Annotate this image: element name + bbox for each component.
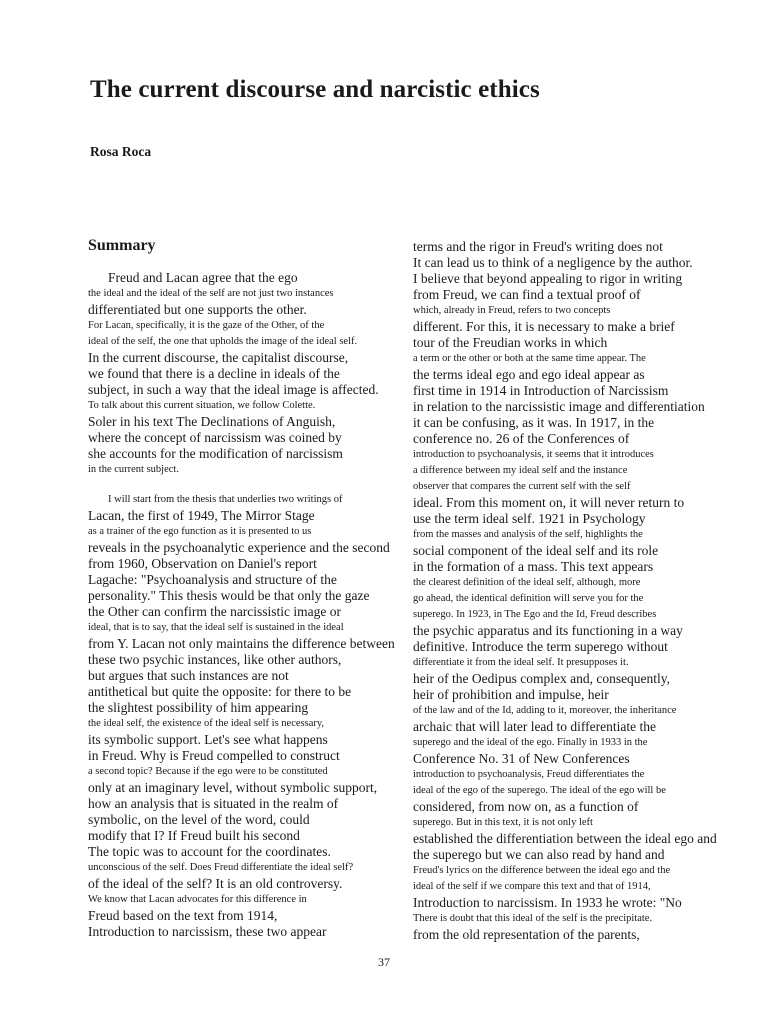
text-line: symbolic, on the level of the word, could	[88, 812, 310, 827]
text-line: a term or the other or both at the same time appear. The	[413, 353, 646, 364]
text-line: It can lead us to think of a negligence by the author.	[413, 255, 693, 270]
text-line: definitive. Introduce the term superego without	[413, 639, 668, 654]
text-line: in the current subject.	[88, 464, 179, 475]
text-line: we found that there is a decline in ideals of the	[88, 366, 340, 381]
text-line: different. For this, it is necessary to make a brief	[413, 319, 675, 334]
text-line: she accounts for the modification of narcissism	[88, 446, 343, 461]
text-line: ideal of the ego of the superego. The ideal of the ego will be	[413, 785, 666, 796]
text-line: Introduction to narcissism. In 1933 he wrote: "No	[413, 895, 682, 910]
text-line: from 1960, Observation on Daniel's report	[88, 556, 317, 571]
text-line: as a trainer of the ego function as it is presented to us	[88, 526, 312, 537]
text-line: terms and the rigor in Freud's writing does not	[413, 239, 663, 254]
text-line: ideal of the self, the one that upholds the image of the ideal self.	[88, 336, 358, 347]
right-text-column	[413, 239, 717, 943]
text-line: Lagache: "Psychoanalysis and structure of the	[88, 572, 337, 587]
text-line: subject, in such a way that the ideal image is affected.	[88, 382, 379, 397]
text-line: tour of the Freudian works in which	[413, 335, 608, 350]
text-line: There is doubt that this ideal of the self is the precipitate.	[413, 913, 653, 924]
article-title: The current discourse and narcistic ethics	[90, 76, 540, 103]
text-line: heir of the Oedipus complex and, consequently,	[413, 671, 671, 686]
text-line: social component of the ideal self and its role	[413, 543, 659, 558]
text-line: its symbolic support. Let's see what happens	[88, 732, 328, 747]
text-line: a second topic? Because if the ego were to be constituted	[88, 766, 328, 777]
text-line: observer that compares the current self with the self	[413, 481, 631, 492]
text-line: Freud and Lacan agree that the ego	[108, 270, 298, 285]
text-line: in Freud. Why is Freud compelled to construct	[88, 748, 340, 763]
text-line: introduction to psychoanalysis, Freud differentiates the	[413, 769, 645, 780]
text-line: To talk about this current situation, we follow Colette.	[88, 400, 316, 411]
text-line: first time in 1914 in Introduction of Narcissism	[413, 383, 669, 398]
text-line: the ideal self, the existence of the ideal self is necessary,	[88, 718, 325, 729]
text-line: Freud's lyrics on the difference between the ideal ego and the	[413, 865, 671, 876]
text-line: conference no. 26 of the Conferences of	[413, 431, 630, 446]
text-line: only at an imaginary level, without symbolic support,	[88, 780, 378, 795]
text-line: Freud based on the text from 1914,	[88, 908, 278, 923]
text-line: In the current discourse, the capitalist discourse,	[88, 350, 349, 365]
text-line: the Other can confirm the narcissistic image or	[88, 604, 342, 619]
text-line: in the formation of a mass. This text appears	[413, 559, 654, 574]
text-line: superego. But in this text, it is not only left	[413, 817, 593, 828]
author-name: Rosa Roca	[90, 144, 152, 159]
text-line: ideal. From this moment on, it will never return to	[413, 495, 685, 510]
text-line: the terms ideal ego and ego ideal appear as	[413, 367, 645, 382]
text-line: from the old representation of the parents,	[413, 927, 640, 942]
text-line: established the differentiation between the ideal ego and	[413, 831, 717, 846]
text-line: ideal of the self if we compare this text and that of 1914,	[413, 881, 651, 892]
text-line: in relation to the narcissistic image and differentiation	[413, 399, 705, 414]
text-line: I believe that beyond appealing to rigor in writing	[413, 271, 683, 286]
text-line: I will start from the thesis that underlies two writings of	[108, 494, 343, 505]
text-line: Soler in his text The Declinations of Anguish,	[88, 414, 336, 429]
text-line: of the ideal of the self? It is an old controversy.	[88, 876, 343, 891]
text-line: archaic that will later lead to differentiate the	[413, 719, 657, 734]
text-line: considered, from now on, as a function of	[413, 799, 639, 814]
text-line: modify that I? If Freud built his second	[88, 828, 300, 843]
left-text-column	[88, 270, 395, 940]
text-line: the ideal and the ideal of the self are not just two instances	[88, 288, 334, 299]
summary-heading: Summary	[88, 237, 156, 254]
text-line: of the law and of the Id, adding to it, moreover, the inheritance	[413, 705, 677, 716]
text-line: but argues that such instances are not	[88, 668, 289, 683]
text-line: unconscious of the self. Does Freud differentiate the ideal self?	[88, 862, 354, 873]
text-line: differentiate it from the ideal self. It presupposes it.	[413, 657, 629, 668]
text-line: antithetical but quite the opposite: for there to be	[88, 684, 352, 699]
text-line: personality." This thesis would be that only the gaze	[88, 588, 370, 603]
text-line: a difference between my ideal self and the instance	[413, 465, 628, 476]
text-line: Introduction to narcissism, these two appear	[88, 924, 327, 939]
text-line: heir of prohibition and impulse, heir	[413, 687, 609, 702]
text-line: superego and the ideal of the ego. Finally in 1933 in the	[413, 737, 648, 748]
text-line: the superego but we can also read by hand and	[413, 847, 665, 862]
text-line: from Freud, we can find a textual proof of	[413, 287, 641, 302]
text-line: Lacan, the first of 1949, The Mirror Stage	[88, 508, 315, 523]
text-line: ideal, that is to say, that the ideal self is sustained in the ideal	[88, 622, 344, 633]
text-line: the clearest definition of the ideal self, although, more	[413, 577, 641, 588]
text-line: For Lacan, specifically, it is the gaze of the Other, of the	[88, 320, 325, 331]
text-line: these two psychic instances, like other authors,	[88, 652, 342, 667]
text-line: the slightest possibility of him appearing	[88, 700, 309, 715]
text-line: use the term ideal self. 1921 in Psychology	[413, 511, 646, 526]
text-line: differentiated but one supports the other.	[88, 302, 307, 317]
text-line: The topic was to account for the coordinates.	[88, 844, 331, 859]
text-line: the psychic apparatus and its functioning in a way	[413, 623, 683, 638]
text-line: introduction to psychoanalysis, it seems that it introduces	[413, 449, 654, 460]
text-line: where the concept of narcissism was coined by	[88, 430, 342, 445]
text-line: from the masses and analysis of the self, highlights the	[413, 529, 643, 540]
text-line: go ahead, the identical definition will serve you for the	[413, 593, 644, 604]
text-line: Conference No. 31 of New Conferences	[413, 751, 630, 766]
text-line: it can be confusing, as it was. In 1917, in the	[413, 415, 655, 430]
text-line: reveals in the psychoanalytic experience and the second	[88, 540, 390, 555]
text-line: We know that Lacan advocates for this difference in	[88, 894, 307, 905]
text-line: from Y. Lacan not only maintains the difference between	[88, 636, 395, 651]
text-line: how an analysis that is situated in the realm of	[88, 796, 339, 811]
page-number: 37	[378, 955, 390, 969]
text-line: which, already in Freud, refers to two concepts	[413, 305, 611, 316]
text-line: superego. In 1923, in The Ego and the Id, Freud describes	[413, 609, 657, 620]
